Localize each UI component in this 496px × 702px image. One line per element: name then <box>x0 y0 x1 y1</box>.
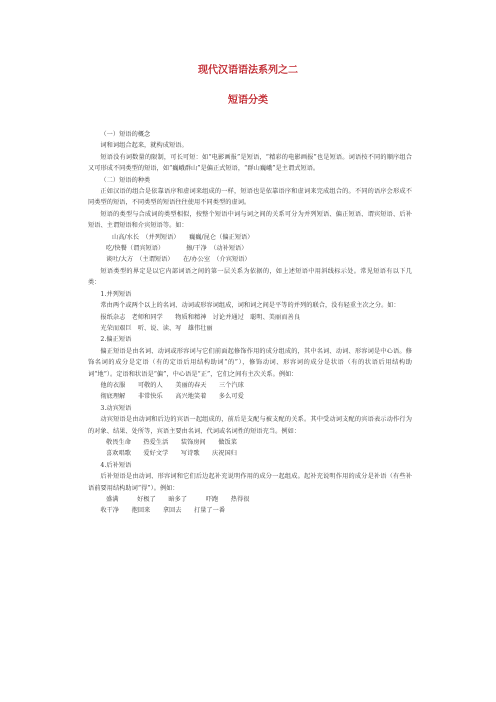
section-heading-concept: （一）短语的概念 <box>100 131 151 138</box>
paragraph: 短语类型的界定是以它内部词语之间的第一层关系为依据的，如上述短语中用斜线标示处。常见短语有以下几类： <box>88 267 412 287</box>
paragraph: 短语的类型与合成词的类型相似，按整个短语中词与词之间的关系可分为并列短语、偏正短语、谓宾短语、后补短语、主谓短语和介宾短语等。如： <box>88 210 412 230</box>
example-line: 报纸杂志 老师和同学 物质和精神 讨论并通过 聪明、美丽而善良 <box>100 313 300 321</box>
subsection-heading-modifier: 2.偏正短语 <box>100 336 132 344</box>
example-line: 喜欢唱歌 爱好文学 写诗歌 庆祝国归 <box>106 450 237 458</box>
paragraph: 常由两个或两个以上的名词、动词或形容词组成，词和词之间是平等的并列的联合，没有轻重主次之分。如： <box>100 302 400 310</box>
example-line: 盛满 好极了 暗多了 吓跑 热得很 <box>106 496 250 503</box>
example-line: 彻底理解 非常快乐 高兴地笑着 多么可爱 <box>100 393 244 401</box>
paragraph: 后补短语是由动词、形容词和它们后边起补充说明作用的成分一起组成。起补充说明作用的成分是补语（有些补语前要用结构助词“得”）。例如： <box>88 473 412 492</box>
paragraph: 偏正短语是由名词、动词或形容词与它们前面起修饰作用的成分组成的，其中名词、动词、形容词是中心语。修饰名词的成分是定语（有的定语后用结构助词“的”），修饰动词、形容词的成分是状语（有的状语后用结构助词“地”）。定语和状语是“偏”，中心语是“正”，它们之间有主次关系。例如： <box>88 347 412 378</box>
subsection-heading-coordinate: 1.并列短语 <box>100 290 132 298</box>
example-line: 他的衣服 可敬的人 美丽的春天 三个汽球 <box>100 381 244 389</box>
paragraph: 短语没有词数量的限制，可长可短：如“电影画报”是短语，“精彩的电影画报”也是短语。词语按不同的顺序组合又可形成不同类型的短语，如“巍峨群山”是偏正式短语，“群山巍峨”是主谓式短语。 <box>88 153 412 173</box>
document-title: 现代汉语语法系列之二 <box>198 65 298 76</box>
subsection-heading-verb-object: 3.动宾短语 <box>100 404 132 412</box>
example-line: 敬畏生命 热爱生活 装饰房间 做饭菜 <box>106 438 237 446</box>
example-line: 收干净 抱回来 拿回去 打量了一番 <box>100 507 226 515</box>
example-line: 光荣而艰巨 听、说、读、写 雄伟壮丽 <box>100 324 213 332</box>
document-subtitle: 短语分类 <box>228 95 268 106</box>
example-line: 山高/水长 （并列短语） 巍巍/昆仑（偏正短语） <box>112 233 254 241</box>
paragraph: 正如汉语的组合是依靠语序和虚词来组成的一样，短语也是依靠语序和虚词来完成组合的。不同的语序会形成不同类型的短语，不同类型的短语往往使用不同类型的虚词。 <box>88 188 412 207</box>
example-line: 吃/快餐（谓宾短语） 擦/干净 （动补短语） <box>106 245 248 253</box>
paragraph: 词和词组合起来，就构成短语。 <box>100 142 188 150</box>
section-heading-types: （二）短语的种类 <box>100 176 151 184</box>
document-body <box>88 129 412 517</box>
paragraph: 动宾短语是由动词和后边的宾语一起组成的，前后是支配与被支配的关系。其中受动词支配的宾语表示动作行为的对象、结果、处所等，宾语主要由名词、代词或名词性的短语充当。例如： <box>88 416 412 435</box>
example-line: 谈吐/大方 （主谓短语） 在/办公室 （介宾短语） <box>106 256 251 264</box>
subsection-heading-complement: 4.后补短语 <box>100 461 132 469</box>
